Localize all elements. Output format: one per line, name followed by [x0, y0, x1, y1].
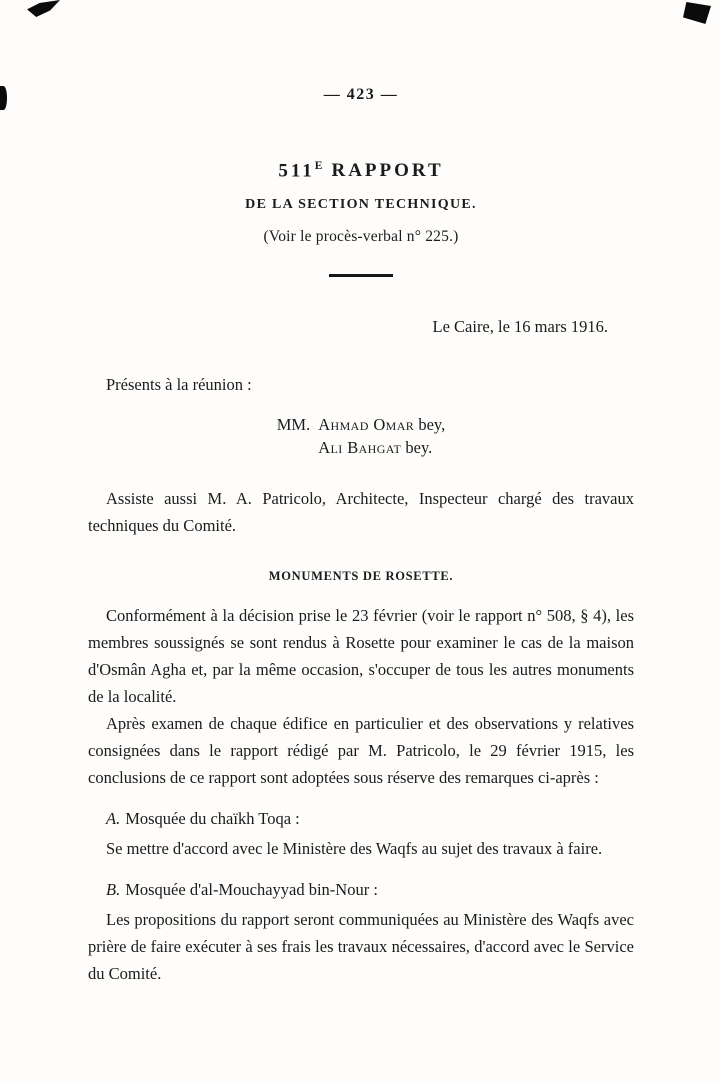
- attendee-1: [318, 413, 445, 436]
- attendee-names: [318, 413, 445, 459]
- scan-artifact-top-right: [683, 2, 711, 24]
- attendee-1-suffix: bey,: [414, 415, 446, 435]
- item-a: [88, 805, 634, 862]
- item-a-body: Se mettre d'accord avec le Ministère des Waqfs au sujet des travaux à faire.: [106, 839, 603, 859]
- attendee-2-name: Ali Bahgat: [318, 438, 402, 458]
- page-number: — 423 —: [323, 86, 399, 103]
- item-a-letter: A.: [106, 809, 121, 829]
- attendee-1-name: Ahmad Omar: [318, 415, 415, 435]
- report-title-number: 511: [278, 160, 315, 182]
- section-heading: MONUMENTS DE ROSETTE.: [268, 569, 454, 584]
- body-paragraph-2: Après examen de chaque édifice en particulier et des observations y relatives consignées dans le rapport rédigé par M. Patricolo, le 29 février 1915, les conclusions de ce rapport sont adoptées sous réserve des remarques ci-après :: [88, 714, 634, 788]
- attendance-intro: Présents à la réunion :: [106, 375, 252, 395]
- report-title: [88, 160, 634, 182]
- item-b-letter: B.: [106, 880, 121, 900]
- item-b: [88, 876, 634, 987]
- report-title-word: RAPPORT: [331, 160, 444, 182]
- attendee-2-suffix: bey.: [401, 438, 433, 458]
- report-title-ordinal: E: [314, 160, 323, 172]
- item-b-body: Les propositions du rapport seront communiquées au Ministère des Waqfs avec prière de faire exécuter à ses frais les travaux nécessaires, d'accord avec le Service du Comité.: [88, 910, 634, 984]
- item-a-title-line: [88, 805, 634, 832]
- item-a-title: Mosquée du chaïkh Toqa :: [125, 809, 300, 829]
- report-subtitle: DE LA SECTION TECHNIQUE.: [245, 197, 477, 213]
- attendance-prefix: MM.: [276, 415, 311, 435]
- attendee-2: [318, 436, 445, 459]
- scan-artifact-left-edge: [0, 86, 7, 110]
- separator-rule: [329, 274, 393, 277]
- scan-artifact-top-left: [27, 0, 60, 17]
- item-b-title: Mosquée d'al-Mouchayyad bin-Nour :: [125, 880, 378, 900]
- dateline: Le Caire, le 16 mars 1916.: [432, 317, 608, 337]
- body-paragraph-1: Conformément à la décision prise le 23 février (voir le rapport n° 508, § 4), les membres soussignés se sont rendus à Rosette pour examiner le cas de la maison d'Osmân Agha et, par la même occasion, s'occuper de tous les autres monuments de la localité.: [88, 606, 634, 707]
- document-text-block: [88, 0, 634, 987]
- assiste-paragraph: Assiste aussi M. A. Patricolo, Architecte, Inspecteur chargé des travaux techniques du Comité.: [88, 489, 634, 536]
- attendance-list: [88, 413, 634, 459]
- item-b-title-line: [88, 876, 634, 903]
- report-reference: (Voir le procès-verbal n° 225.): [263, 228, 459, 246]
